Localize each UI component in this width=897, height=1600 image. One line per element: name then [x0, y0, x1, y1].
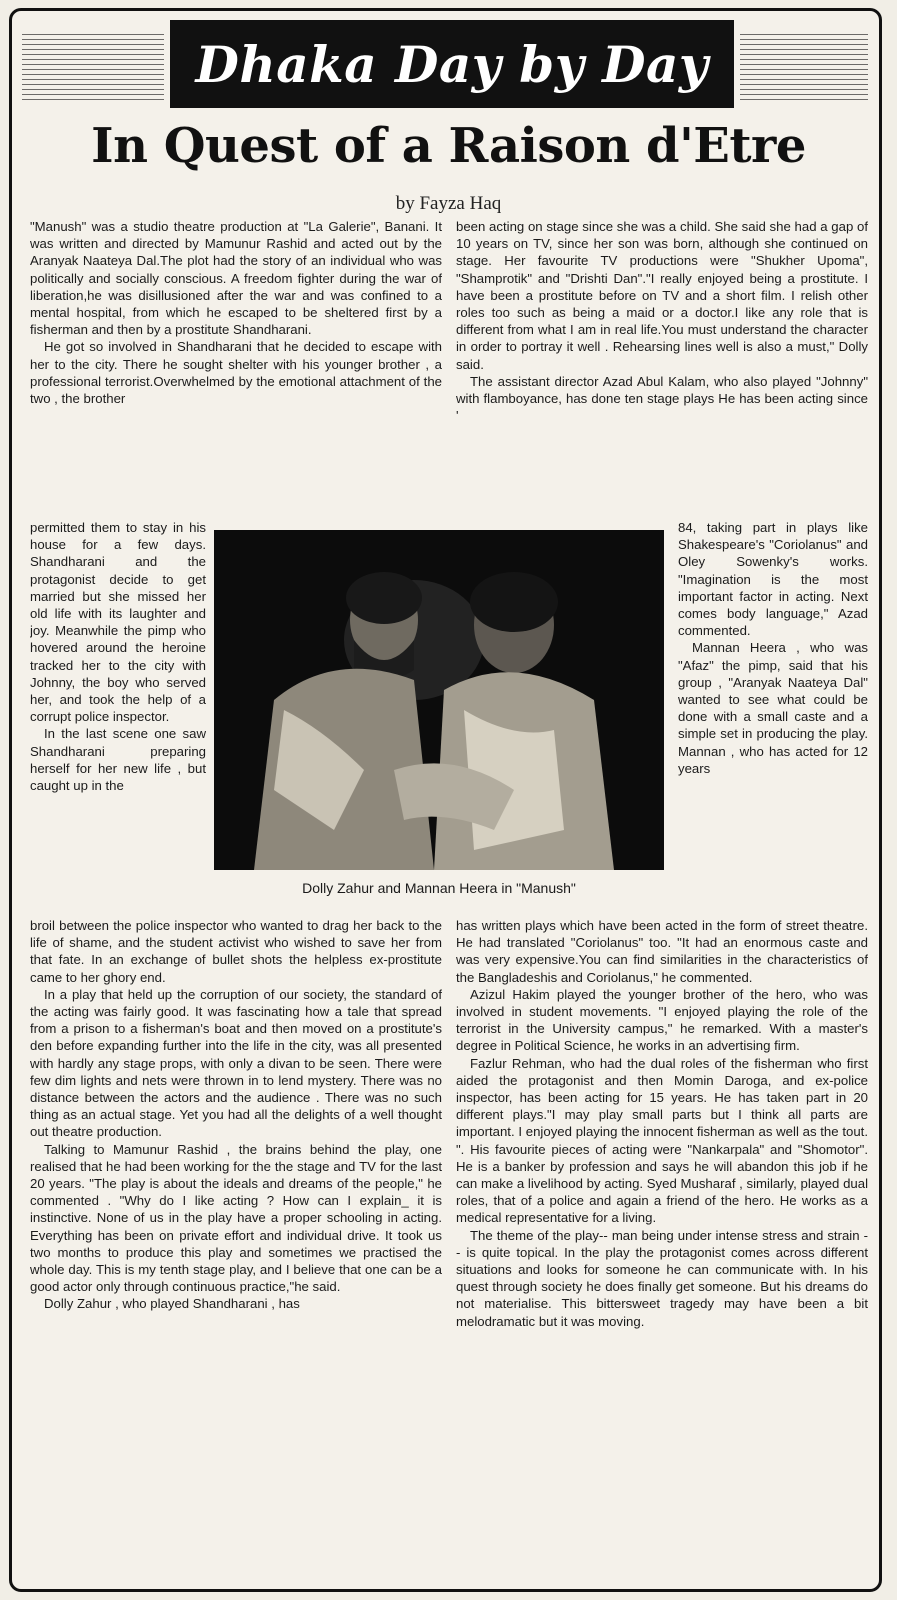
masthead-hatch-left	[22, 30, 164, 100]
article-byline: by Fayza Haq	[395, 193, 502, 214]
column-2-wrap	[678, 519, 868, 916]
photo-illustration	[214, 530, 664, 870]
column-masthead	[170, 20, 734, 108]
column-1-bottom	[30, 917, 442, 1587]
photo-caption: Dolly Zahur and Mannan Heera in "Manush"	[302, 880, 576, 896]
paragraph: Azizul Hakim played the younger brother of the hero, who was involved in student movements. "I enjoyed playing the role of the terrorist in the University campus," he remarked. With a master's degree in Political Science, he works in an advertising firm.	[456, 986, 868, 1054]
paragraph: "Manush" was a studio theatre production at "La Galerie", Banani. It was written and directed by Mamunur Rashid and acted out by the Aranyak Naateya Dal.The plot had the story of an individual who was politically and socially conscious. A freedom fighter during the war of liberation,he was disillusioned after the war and was confined to a mental hospital, from which he escaped to be sheltered first by a fisherman and then by a prostitute Shandharani.	[30, 219, 442, 338]
paragraph: permitted them to stay in his house for a few days. Shandharani and the protagonist decide to get married but she missed her old life with its laughter and joy. Meanwhile the pimp who hovered around the heroine tracked her to the city with Johnny, the boy who served her, and took the help of a corrupt police inspector.	[30, 520, 206, 725]
paragraph: In a play that held up the corruption of our society, the standard of the acting was fairly good. It was fascinating how a tale that spread from a prison to a fisherman's boat and then moved on a prostitute's den before expanding further into the life in the city, was all presented with hardly any stage props, with only a divan to be seen. There were few dim lights and nets were thrown in to lend mystery. There was no distance between the actors and the audience . There was no such thing as an actual stage. Yet you had all the delights of a well thought out theatre production.	[30, 986, 442, 1140]
article-photo	[214, 530, 664, 870]
column-2-top	[456, 218, 868, 518]
paragraph: has written plays which have been acted in the form of street theatre. He had translated "Coriolanus" too. "It had an enormous caste and was very expensive.You can find similarities in the characteristics of the Bangladeshis and Coriolanus," he commented.	[456, 918, 868, 985]
paragraph: been acting on stage since she was a child. She said she had a gap of 10 years on TV, since her son was born, although she continued on stage. Her favourite TV productions were "Shukher Upoma", "Shamprotik" and "Drishti Dan"."I really enjoyed being a prostitute. I have been a prostitute before on TV and a short film. I relish other roles too such as being a maid or a doctor.I like any role that is different from what I am in real life.You must understand the character in order to portray it well . Rehearsing lines well is also a must," Dolly said.	[456, 219, 868, 372]
paragraph: Talking to Mamunur Rashid , the brains behind the play, one realised that he had been working for the the stage and TV for the last 20 years. "The play is about the ideals and dreams of the people," he commented . "Why do I like acting ? How can I explain_ it is instinctive. None of us in the play have a proper schooling in acting. Everything has been on private effort and individual drive. It took us two months to produce this play and sometimes we practised the whole day. This is my tenth stage play, and I believe that one can be a good actor only through continuous practice,"he said.	[30, 1141, 442, 1295]
column-2-bottom	[456, 917, 868, 1587]
column-1-top	[30, 218, 442, 518]
paragraph: He got so involved in Shandharani that he decided to escape with her to the city. There he sought shelter with his younger brother , a professional terrorist.Overwhelmed by the emotional attachment of the two , the brother	[30, 339, 442, 407]
paragraph: Fazlur Rehman, who had the dual roles of the fisherman who first aided the protagonist and then Momin Daroga, and ex-police inspector, has been acting for 15 years. He has taken part in 20 different plays."I may play small parts but I think all parts are important. I enjoyed playing the innocent fisherman as well as the tout. ". His favourite pieces of acting were "Nankarpala" and "Shomotor". He is a banker by profession and says he will abandon this job if he can make a livelihood by acting. Syed Musharaf , similarly, played dual roles, that of a police and again a friend of the hero. He works as a medical representative for a living.	[456, 1055, 868, 1226]
masthead-hatch-right	[740, 30, 868, 100]
paragraph: The assistant director Azad Abul Kalam, who also played "Johnny" with flamboyance, has done ten stage plays He has been acting since '	[456, 373, 868, 424]
paragraph: In the last scene one saw Shandharani preparing herself for her new life , but caught up in the	[30, 726, 206, 794]
paragraph: 84, taking part in plays like Shakespeare's "Coriolanus" and Oley Sowenky's works. "Imagination is the most important factor in acting. Next comes body language," Azad commented.	[678, 520, 868, 639]
paragraph: Dolly Zahur , who played Shandharani , has	[44, 1296, 300, 1312]
paragraph: Mannan Heera , who was "Afaz" the pimp, said that his group , "Aranyak Naateya Dal" wanted to see what could be done with a small caste and a simple set in producing the play. Mannan , who has acted for 12 years	[678, 640, 868, 776]
article-headline: In Quest of a Raison d'Etre	[91, 118, 806, 174]
paragraph: The theme of the play-- man being under intense stress and strain -- is quite topical. In the play the protagonist comes across different situations and looks for someone he can communicate with. In his quest through society he does finally get someone. But his dreams do not materialise. This bittersweet tragedy may have been a bit melodramatic but it was moving.	[456, 1227, 868, 1329]
paragraph: broil between the police inspector who wanted to drag her back to the life of shame, and the student activist who wished to save her from that fate. In an exchange of bullet shots the helpless ex-prostitute came to her ghory end.	[30, 918, 442, 985]
column-name: Dhaka Day by Day	[195, 34, 709, 94]
column-1-wrap	[30, 519, 206, 916]
